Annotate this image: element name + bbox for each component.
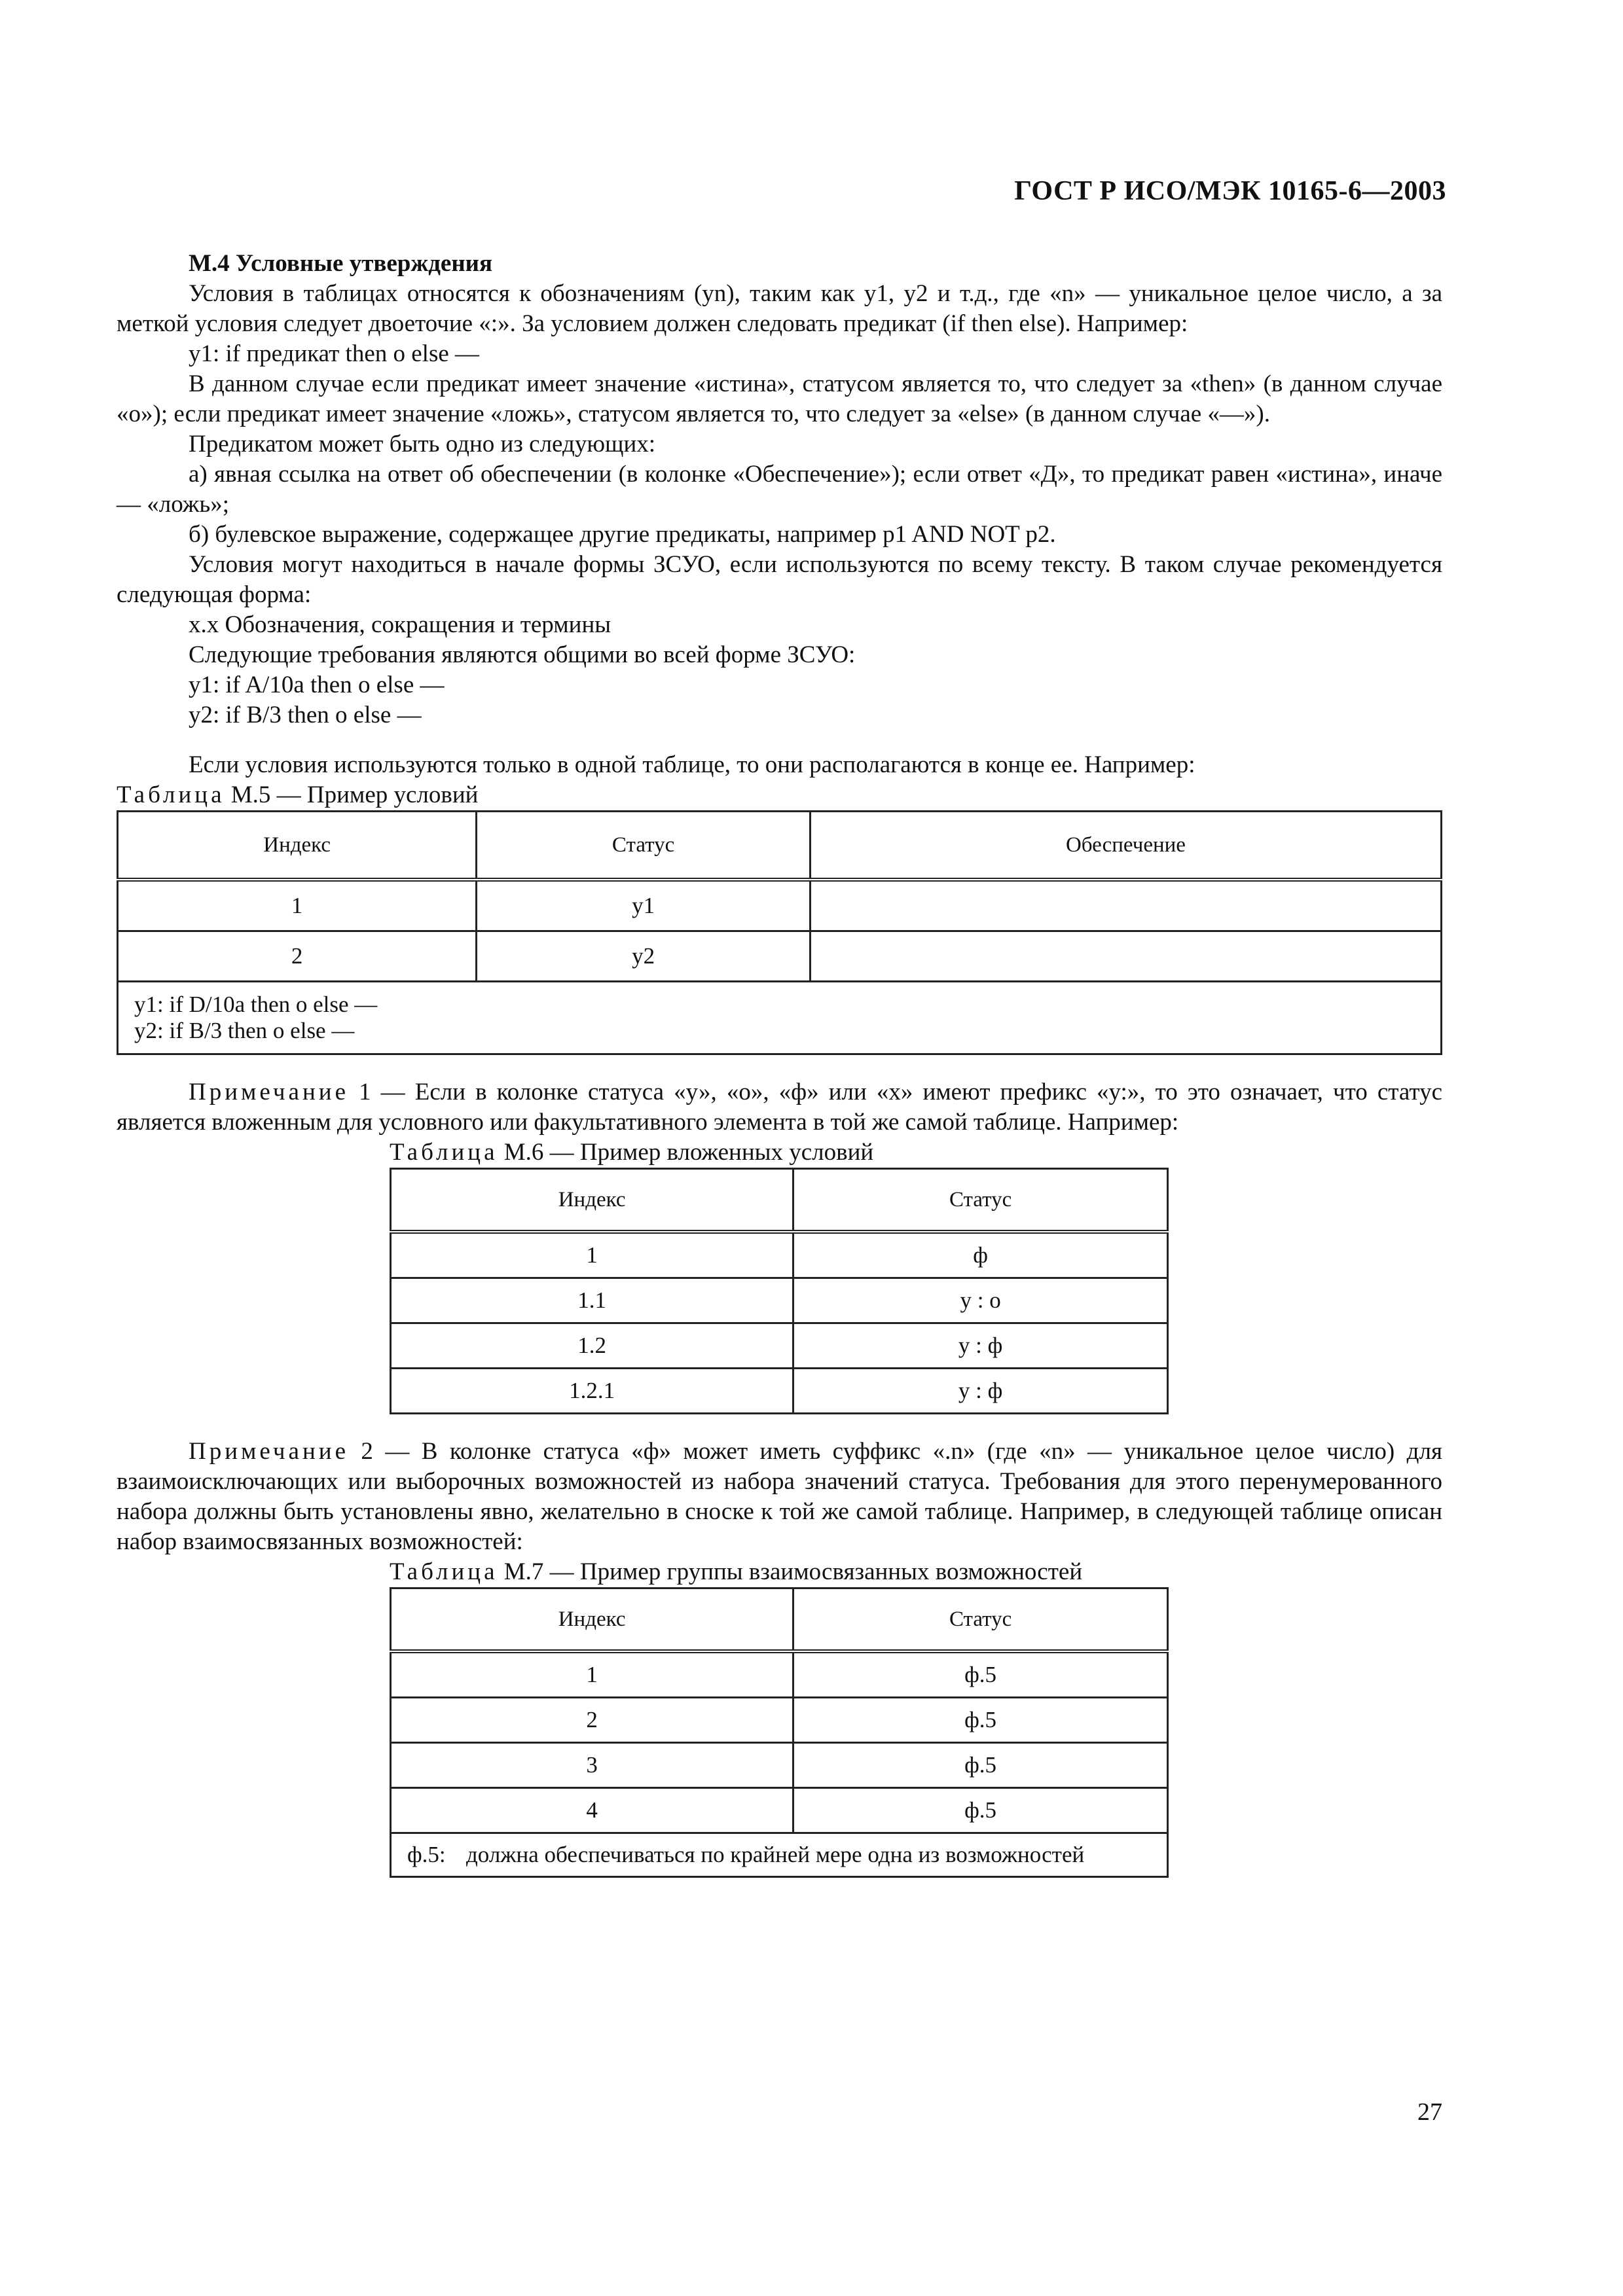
table-row: 2 ф.5 (391, 1698, 1168, 1743)
table5-note-line: y1: if D/10a then o else — (134, 992, 378, 1017)
list-item: б) булевское выражение, содержащее другие предикаты, например p1 AND NOT p2. (189, 521, 1056, 548)
list-item: а) явная ссылка на ответ об обеспечении (в колонке «Обеспечение»); если ответ «Д», то предикат равен «истина», иначе — «ложь»; (117, 461, 1442, 518)
paragraph: Условия в таблицах относятся к обозначениям (yn), таким как y1, y2 и т.д., где «n» — уникальное целое число, а за меткой условия следует двоеточие «:». За условием должен следовать предикат (if then else). Например: (117, 280, 1442, 337)
table7-header-index: Индекс (391, 1588, 793, 1652)
table6-header-index: Индекс (391, 1169, 793, 1232)
table-row: 1 ф (391, 1232, 1168, 1278)
table5-caption: Таблица М.5 — Пример условий (117, 781, 479, 808)
code-line: y1: if предикат then o else — (189, 340, 480, 367)
table-row: 1.2 у : ф (391, 1323, 1168, 1369)
document-header: ГОСТ Р ИСО/МЭК 10165-6—2003 (1014, 176, 1446, 206)
table-note-row (391, 1833, 1168, 1877)
table5-note-line: y2: if B/3 then o else — (134, 1018, 355, 1043)
table-row: 3 ф.5 (391, 1743, 1168, 1788)
code-line: x.x Обозначения, сокращения и термины (189, 611, 611, 638)
table-note-row (118, 982, 1442, 1054)
table6-caption: Таблица М.6 — Пример вложенных условий (390, 1139, 874, 1166)
section-title: М.4 Условные утверждения (189, 250, 492, 277)
paragraph: Предикатом может быть одно из следующих: (189, 431, 656, 457)
document-body (117, 249, 1442, 1878)
table6-header-status: Статус (793, 1169, 1168, 1232)
code-line: y2: if B/3 then o else — (189, 702, 422, 728)
table7 (390, 1587, 1169, 1878)
table7-header-status: Статус (793, 1588, 1168, 1652)
paragraph: Если условия используются только в одной таблице, то они располагаются в конце ее. Например: (189, 751, 1195, 778)
table7-caption: Таблица М.7 — Пример группы взаимосвязанных возможностей (390, 1558, 1083, 1585)
table-row: 1 y1 (118, 880, 1442, 931)
table-row: 1.1 у : о (391, 1278, 1168, 1323)
table7-note-key: ф.5: (407, 1842, 446, 1867)
code-line: Следующие требования являются общими во всей форме ЗСУО: (189, 641, 856, 668)
table6 (390, 1168, 1169, 1414)
table-row: 2 y2 (118, 931, 1442, 982)
code-line: y1: if A/10a then o else — (189, 672, 445, 698)
paragraph: В данном случае если предикат имеет значение «истина», статусом является то, что следует за «then» (в данном случае «o»); если предикат имеет значение «ложь», статусом является то, что следует за «else» (в данном случае «—»). (117, 370, 1442, 427)
table5 (117, 810, 1442, 1055)
note2: Примечание 2 — В колонке статуса «ф» может иметь суффикс «.n» (где «n» — уникальное целое число) для взаимоисключающих или выборочных возможностей из набора значений статуса. Требования для этого перенумерованного набора должны быть установлены явно, желательно в сноске к той же самой таблице. Например, в следующей таблице описан набор взаимосвязанных возможностей: (117, 1438, 1442, 1555)
page-number: 27 (1417, 2098, 1442, 2126)
table7-note-text: должна обеспечиваться по крайней мере одна из возможностей (466, 1842, 1085, 1867)
table5-header-status: Статус (477, 812, 811, 880)
table-row: 4 ф.5 (391, 1788, 1168, 1833)
table-row: 1.2.1 у : ф (391, 1369, 1168, 1414)
table5-header-index: Индекс (118, 812, 477, 880)
note1: Примечание 1 — Если в колонке статуса «у», «о», «ф» или «х» имеют префикс «у:», то это означает, что статус является вложенным для условного или факультативного элемента в той же самой таблице. Например: (117, 1079, 1442, 1136)
table-row: 1 ф.5 (391, 1651, 1168, 1698)
paragraph: Условия могут находиться в начале формы ЗСУО, если используются по всему тексту. В таком случае рекомендуется следующая форма: (117, 551, 1442, 608)
table5-header-support: Обеспечение (810, 812, 1441, 880)
